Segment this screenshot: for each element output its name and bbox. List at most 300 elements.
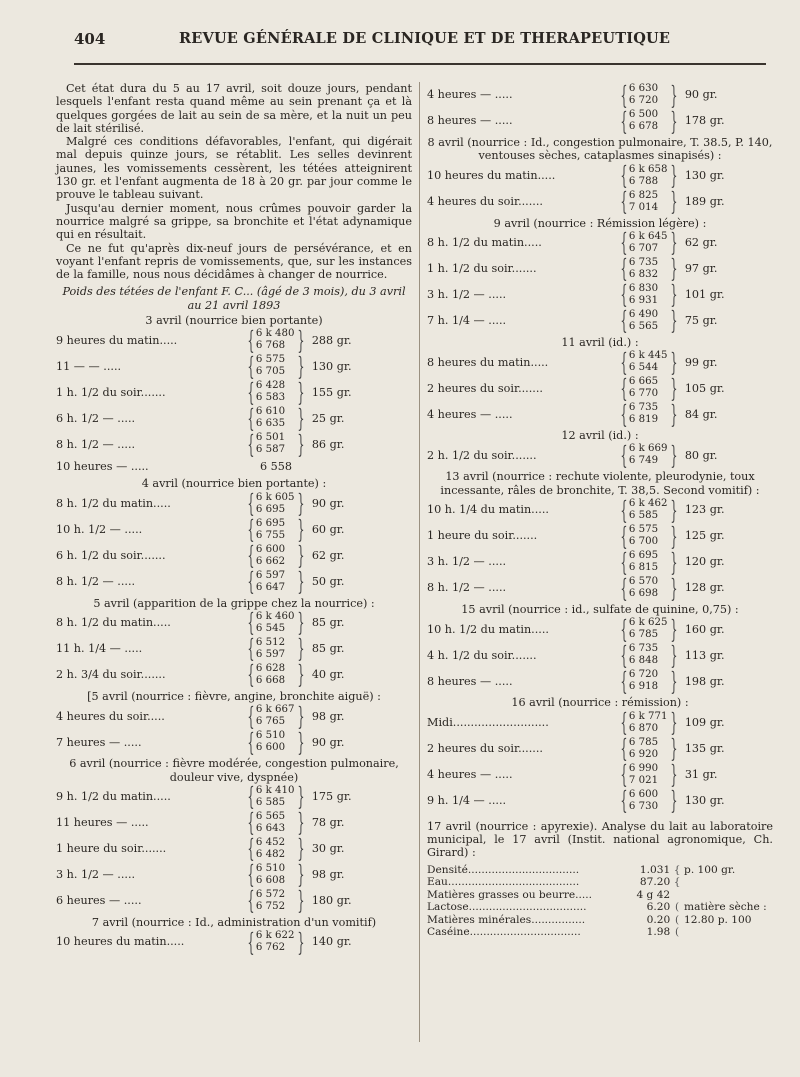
paragraph: Cet état dura du 5 au 17 avril, soit douze jours, pendant lesquels l'enfant resta quand même au sein prenant ça et là quelques gorgées de lait au sein de sa mère, et la nuit un peu de lait stérilisé. [56, 82, 412, 135]
feeding-row [427, 442, 773, 468]
weight-after: 6 565 [628, 320, 659, 332]
weight-pair [256, 811, 296, 835]
feeding-time: 11 h. 1/4 — ..... [56, 642, 143, 656]
brace-right: } [297, 377, 305, 407]
weight-pair [629, 763, 669, 787]
feeding-row [56, 703, 412, 729]
date-heading: [5 avril (nourrice : fièvre, angine, bronchite aiguë) : [87, 689, 381, 703]
analysis-intro: 17 avril (nourrice : apyrexie). Analyse du lait au laboratoire municipal, le 17 avril (Instit. national agronomique, Ch. Girard) : [427, 819, 773, 860]
weight-pair [629, 524, 669, 548]
weight-before: 6 490 [628, 308, 659, 320]
date-heading: 3 avril (nourrice bien portante) [145, 314, 323, 328]
brace-right: } [297, 429, 305, 459]
brace-left: { [620, 614, 628, 644]
date-heading: 8 avril (nourrice : Id., congestion pulmonaire, T. 38.5, P. 140, ventouses sèches, cataplasmes sinapisés) : [427, 136, 773, 163]
feeding-time: 1 h. 1/2 du soir....... [427, 262, 537, 276]
feeding-time: 1 h. 1/2 du soir....... [56, 385, 166, 399]
brace-left: { [247, 660, 255, 690]
feeding-row [427, 575, 773, 601]
brace-right: } [670, 734, 678, 764]
analysis-value: 4 g 42 [636, 888, 671, 901]
header-rule [74, 63, 766, 65]
weight-pair [256, 704, 296, 728]
weight-before: 6 572 [255, 888, 286, 900]
brace-right: } [670, 106, 678, 136]
feeding-amount: 62 gr. [684, 236, 718, 250]
brace-left: { [247, 325, 255, 355]
brace-left: { [620, 666, 628, 696]
feeding-row [427, 163, 773, 189]
weight-pair [256, 863, 296, 887]
weight-after: 6 765 [255, 716, 286, 728]
weight-after: 6 870 [628, 722, 659, 734]
feeding-row [427, 108, 773, 134]
brace-right: } [297, 489, 305, 519]
feeding-time: 9 h. 1/2 du matin..... [56, 790, 171, 804]
weight-before: 6 600 [628, 788, 659, 800]
feeding-amount: 50 gr. [311, 574, 345, 588]
weight-pair [256, 611, 296, 635]
weight-pair [629, 443, 669, 467]
feeding-amount: 130 gr. [311, 359, 352, 373]
feeding-row [427, 82, 773, 108]
feeding-time: 4 heures — ..... [427, 407, 513, 421]
weight-before: 6 501 [255, 432, 286, 444]
feeding-row [56, 810, 412, 836]
feeding-amount: 155 gr. [311, 385, 352, 399]
brace-left: { [620, 708, 628, 738]
feeding-time: 8 h. 1/2 — ..... [427, 581, 507, 595]
feeding-row [427, 523, 773, 549]
weight-before: 6 k 410 [255, 784, 295, 796]
brace-right: } [670, 495, 678, 525]
brace-left: { [247, 377, 255, 407]
feeding-amount: 101 gr. [684, 288, 725, 302]
feeding-amount: 25 gr. [311, 411, 345, 425]
brace-right: } [670, 640, 678, 670]
brace-left: { [247, 351, 255, 381]
weight-before: 6 k 445 [628, 350, 668, 362]
weight-after: 6 752 [255, 900, 286, 912]
weight-pair [629, 711, 669, 735]
feeding-amount: 178 gr. [684, 114, 725, 128]
brace-right: } [670, 547, 678, 577]
milk-analysis [427, 864, 773, 939]
feeding-amount: 135 gr. [684, 742, 725, 756]
feeding-amount: 98 gr. [311, 709, 345, 723]
feeding-row [56, 836, 412, 862]
feeding-time: 1 heure du soir....... [56, 842, 167, 856]
weight-before: 6 570 [628, 576, 659, 588]
weight-pair [629, 737, 669, 761]
brace-left: { [247, 727, 255, 757]
feeding-amount: 78 gr. [311, 816, 345, 830]
feeding-row [427, 616, 773, 642]
feeding-row [56, 431, 412, 457]
analysis-note-dry-matter: matière sèche : [684, 901, 767, 914]
weight-pair [629, 190, 669, 214]
brace-right: } [297, 701, 305, 731]
feeding-time: 6 heures — ..... [56, 894, 142, 908]
brace-left: { [247, 860, 255, 890]
weight-after: 6 695 [255, 503, 286, 515]
brace-right: } [670, 80, 678, 110]
weight-before: 6 735 [628, 402, 659, 414]
weight-after: 6 768 [255, 340, 286, 352]
brace-left: { [247, 808, 255, 838]
weight-before: 6 610 [255, 406, 286, 418]
weight-single: 6 558 [260, 459, 293, 473]
brace-right: } [670, 760, 678, 790]
feeding-time: 9 h. 1/4 — ..... [427, 794, 507, 808]
brace-right: } [297, 608, 305, 638]
column-divider [419, 82, 420, 1042]
brace-right: } [670, 347, 678, 377]
feeding-row [56, 543, 412, 569]
analysis-label: Eau....................................... [427, 876, 580, 889]
weight-pair [629, 164, 669, 188]
feeding-time: 3 h. 1/2 — ..... [56, 868, 136, 882]
feeding-time: 8 h. 1/2 du matin..... [56, 496, 171, 510]
feeding-amount: 60 gr. [311, 522, 345, 536]
weight-after: 6 770 [628, 388, 659, 400]
feeding-amount: 123 gr. [684, 503, 725, 517]
feeding-time: 8 heures du matin..... [427, 355, 549, 369]
feeding-time: 9 heures du matin..... [56, 333, 178, 347]
feeding-row [56, 862, 412, 888]
weight-before: 6 k 605 [255, 491, 295, 503]
weight-after: 7 021 [628, 774, 659, 786]
analysis-labels [427, 864, 611, 939]
weight-pair [256, 432, 296, 456]
analysis-label: Lactose................................... [427, 901, 587, 914]
feeding-amount: 85 gr. [311, 616, 345, 630]
weight-after: 6 647 [255, 581, 286, 593]
feeding-amount: 90 gr. [684, 88, 718, 102]
weight-after: 6 545 [255, 622, 286, 634]
weight-before: 6 735 [628, 256, 659, 268]
brace-left: { [620, 228, 628, 258]
feeding-amount: 109 gr. [684, 716, 725, 730]
brace-right: } [670, 254, 678, 284]
weight-after: 6 597 [255, 648, 286, 660]
date-heading: 4 avril (nourrice bien portante) : [141, 477, 327, 491]
feeding-row [427, 668, 773, 694]
weight-before: 6 k 460 [255, 610, 295, 622]
brace-right: } [670, 280, 678, 310]
feeding-row [56, 405, 412, 431]
weight-pair [256, 354, 296, 378]
analysis-note-percent: p. 100 gr. [684, 863, 736, 876]
analysis-value: 0.20 [646, 913, 671, 926]
feeding-time: 10 heures du matin..... [427, 168, 556, 182]
feeding-time: 1 heure du soir....... [427, 529, 538, 543]
feeding-row [56, 569, 412, 595]
feeding-time: 7 h. 1/4 — ..... [427, 314, 507, 328]
brace-left: { [247, 927, 255, 957]
left-weight-table [56, 314, 412, 955]
weight-pair [629, 109, 669, 133]
weight-pair [256, 492, 296, 516]
feeding-row [56, 457, 412, 475]
brace-right: } [670, 187, 678, 217]
weight-after: 6 720 [628, 95, 659, 106]
weight-pair [256, 837, 296, 861]
brace-left: { [247, 489, 255, 519]
weight-pair [629, 257, 669, 281]
analysis-braces: { { ( ( ( [673, 863, 681, 939]
brace-right: } [297, 860, 305, 890]
brace-left: { [247, 541, 255, 571]
journal-title: REVUE GÉNÉRALE DE CLINIQUE ET DE THERAPEUTIQUE [179, 30, 671, 47]
feeding-amount: 160 gr. [684, 622, 725, 636]
date-heading: 7 avril (nourrice : Id., administration d'un vomitif) [91, 915, 377, 929]
feeding-row [427, 375, 773, 401]
feeding-amount: 180 gr. [311, 894, 352, 908]
weight-pair [629, 550, 669, 574]
brace-left: { [620, 106, 628, 136]
feeding-row [427, 282, 773, 308]
feeding-amount: 288 gr. [311, 333, 352, 347]
weight-after: 6 643 [255, 822, 286, 834]
feeding-amount: 105 gr. [684, 381, 725, 395]
feeding-time: 10 h. 1/4 du matin..... [427, 503, 549, 517]
feeding-time: 3 h. 1/2 — ..... [427, 288, 507, 302]
feeding-row [56, 327, 412, 353]
weight-pair [629, 83, 669, 107]
brace-right: } [297, 325, 305, 355]
weight-after: 6 832 [628, 268, 659, 280]
weight-pair [629, 576, 669, 600]
weight-before: 6 k 645 [628, 230, 668, 242]
weight-pair [629, 498, 669, 522]
feeding-amount: 175 gr. [311, 790, 352, 804]
brace-right: } [297, 808, 305, 838]
feeding-amount: 86 gr. [311, 437, 345, 451]
weight-pair [256, 889, 296, 913]
brace-left: { [620, 187, 628, 217]
feeding-amount: 31 gr. [684, 768, 718, 782]
weight-after: 6 600 [255, 742, 286, 754]
brace-left: { [620, 254, 628, 284]
paragraph: Jusqu'au dernier moment, nous crûmes pouvoir garder la nourrice malgré sa grippe, sa bronchite et l'état adynamique qui en résultait. [56, 201, 412, 242]
weight-after: 6 608 [255, 874, 286, 886]
feeding-row [56, 929, 412, 955]
paragraph: Malgré ces conditions défavorables, l'enfant, qui digérait mal depuis quinze jours, se rétablit. Les selles devinrent jaunes, les vomissements cessèrent, les tétées atteignirent 130 gr. et l'enfant augmenta de 18 à 20 gr. par jour comme le prouve le tableau suivant. [56, 135, 412, 202]
brace-left: { [620, 280, 628, 310]
brace-left: { [620, 734, 628, 764]
feeding-time: 7 heures — ..... [56, 735, 142, 749]
weight-after: 6 918 [628, 681, 659, 693]
analysis-label: Matières grasses ou beurre..... [427, 888, 592, 901]
feeding-row [56, 353, 412, 379]
weight-before: 6 k 771 [628, 710, 668, 722]
brace-right: } [670, 614, 678, 644]
brace-right: } [297, 567, 305, 597]
weight-pair [629, 789, 669, 813]
feeding-time: 4 heures — ..... [427, 88, 513, 102]
feeding-time: 11 — — ..... [56, 359, 122, 373]
feeding-row [427, 762, 773, 788]
feeding-time: 8 heures — ..... [427, 674, 513, 688]
analysis-values [611, 864, 670, 939]
feeding-time: 10 h. 1/2 du matin..... [427, 622, 549, 636]
date-heading: 15 avril (nourrice : id., sulfate de quinine, 0,75) : [461, 603, 739, 617]
brace-left: { [620, 347, 628, 377]
weight-after: 6 815 [628, 562, 659, 574]
weight-after: 6 819 [628, 414, 659, 426]
brace-left: { [247, 782, 255, 812]
analysis-notes [684, 864, 773, 939]
weight-before: 6 k 622 [255, 930, 295, 942]
weight-after: 7 014 [628, 201, 659, 213]
weight-before: 6 510 [255, 862, 286, 874]
feeding-time: 11 heures — ..... [56, 816, 149, 830]
brace-right: } [297, 927, 305, 957]
feeding-amount: 125 gr. [684, 529, 725, 543]
brace-right: } [297, 515, 305, 545]
right-column [427, 82, 773, 939]
brace-right: } [670, 161, 678, 191]
feeding-row [427, 549, 773, 575]
feeding-row [427, 256, 773, 282]
paragraph: Ce ne fut qu'après dix-neuf jours de persévérance, et en voyant l'enfant repris de vomissements, que, sur les instances de la famille, nous nous décidâmes à changer de nourrice. [56, 241, 412, 282]
weight-before: 6 k 669 [628, 443, 668, 455]
brace-left: { [247, 429, 255, 459]
weight-pair [629, 309, 669, 333]
weight-before: 6 695 [255, 517, 286, 529]
weight-after: 6 700 [628, 536, 659, 548]
brace-right: } [297, 782, 305, 812]
weight-before: 6 575 [628, 524, 659, 536]
feeding-row [427, 710, 773, 736]
weight-pair [256, 663, 296, 687]
weight-after: 6 668 [255, 674, 286, 686]
weight-pair [629, 669, 669, 693]
brace-right: } [670, 373, 678, 403]
date-heading: 5 avril (apparition de la grippe chez la nourrice) : [93, 596, 375, 610]
weight-after: 6 707 [628, 242, 659, 254]
brace-left: { [247, 834, 255, 864]
weight-after: 6 730 [628, 800, 659, 812]
weight-pair [629, 643, 669, 667]
feeding-amount: 189 gr. [684, 194, 725, 208]
weight-pair [256, 518, 296, 542]
weight-pair [256, 380, 296, 404]
weight-after: 6 583 [255, 392, 286, 404]
weight-pair [629, 350, 669, 374]
feeding-time: 6 h. 1/2 — ..... [56, 411, 136, 425]
weight-pair [629, 283, 669, 307]
feeding-time: 2 heures du soir....... [427, 381, 543, 395]
feeding-row [427, 642, 773, 668]
date-heading: 16 avril (nourrice : rémission) : [511, 696, 689, 710]
weight-pair [629, 617, 669, 641]
brace-left: { [247, 886, 255, 916]
feeding-time: 10 h. 1/2 — ..... [56, 522, 143, 536]
feeding-row [427, 230, 773, 256]
weight-before: 6 k 480 [255, 328, 295, 340]
feeding-row [427, 308, 773, 334]
analysis-value: 1.031 [639, 863, 671, 876]
date-heading: 6 avril (nourrice : fièvre modérée, congestion pulmonaire, douleur vive, dyspnée) [69, 757, 399, 784]
feeding-amount: 198 gr. [684, 674, 725, 688]
weight-after: 6 587 [255, 444, 286, 456]
weight-before: 6 628 [255, 662, 286, 674]
brace-left: { [620, 495, 628, 525]
weight-pair [256, 570, 296, 594]
brace-right: } [297, 727, 305, 757]
weight-before: 6 720 [628, 669, 659, 681]
weight-after: 6 785 [628, 629, 659, 641]
brace-right: } [670, 399, 678, 429]
weight-pair [256, 637, 296, 661]
date-heading: 11 avril (id.) : [561, 335, 639, 349]
analysis-value: 1.98 [646, 926, 671, 939]
brace-left: { [620, 161, 628, 191]
feeding-amount: 130 gr. [684, 794, 725, 808]
brace-left: { [247, 701, 255, 731]
feeding-row [427, 497, 773, 523]
brace-left: { [620, 80, 628, 110]
brace-left: { [620, 573, 628, 603]
feeding-amount: 75 gr. [684, 314, 718, 328]
analysis-note-dry-value: 12.80 p. 100 [684, 913, 752, 926]
feeding-amount: 40 gr. [311, 668, 345, 682]
feeding-time: 8 heures — ..... [427, 114, 513, 128]
feeding-row [56, 636, 412, 662]
weight-after: 6 585 [255, 796, 286, 808]
brace-right: } [670, 708, 678, 738]
brace-right: } [670, 306, 678, 336]
brace-right: } [670, 521, 678, 551]
brace-right: } [297, 634, 305, 664]
feeding-amount: 120 gr. [684, 555, 725, 569]
weight-after: 6 920 [628, 748, 659, 760]
page-number: 404 [74, 30, 106, 48]
feeding-time: 4 heures du soir..... [56, 709, 165, 723]
feeding-amount: 90 gr. [311, 735, 345, 749]
feeding-row [427, 788, 773, 814]
feeding-row [56, 517, 412, 543]
weight-after: 6 755 [255, 529, 286, 541]
running-header [74, 30, 766, 52]
weight-before: 6 452 [255, 836, 286, 848]
weight-after: 6 585 [628, 510, 659, 522]
brace-left: { [620, 786, 628, 816]
feeding-time: 10 heures du matin..... [56, 935, 185, 949]
weight-before: 6 825 [628, 189, 659, 201]
table-caption: Poids des tétées de l'enfant F. C... (âgé de 3 mois), du 3 avril au 21 avril 1893 [62, 285, 406, 312]
weight-pair [629, 231, 669, 255]
feeding-row [56, 784, 412, 810]
brace-left: { [620, 760, 628, 790]
weight-after: 6 635 [255, 418, 286, 430]
weight-pair [256, 544, 296, 568]
weight-after: 6 749 [628, 455, 659, 467]
brace-right: } [670, 786, 678, 816]
brace-right: } [297, 834, 305, 864]
weight-before: 6 665 [628, 376, 659, 388]
feeding-row [56, 379, 412, 405]
weight-before: 6 695 [628, 550, 659, 562]
feeding-row [56, 729, 412, 755]
brace-left: { [620, 306, 628, 336]
feeding-amount: 85 gr. [311, 642, 345, 656]
feeding-amount: 140 gr. [311, 935, 352, 949]
brace-left: { [247, 567, 255, 597]
feeding-time: 4 heures — ..... [427, 768, 513, 782]
